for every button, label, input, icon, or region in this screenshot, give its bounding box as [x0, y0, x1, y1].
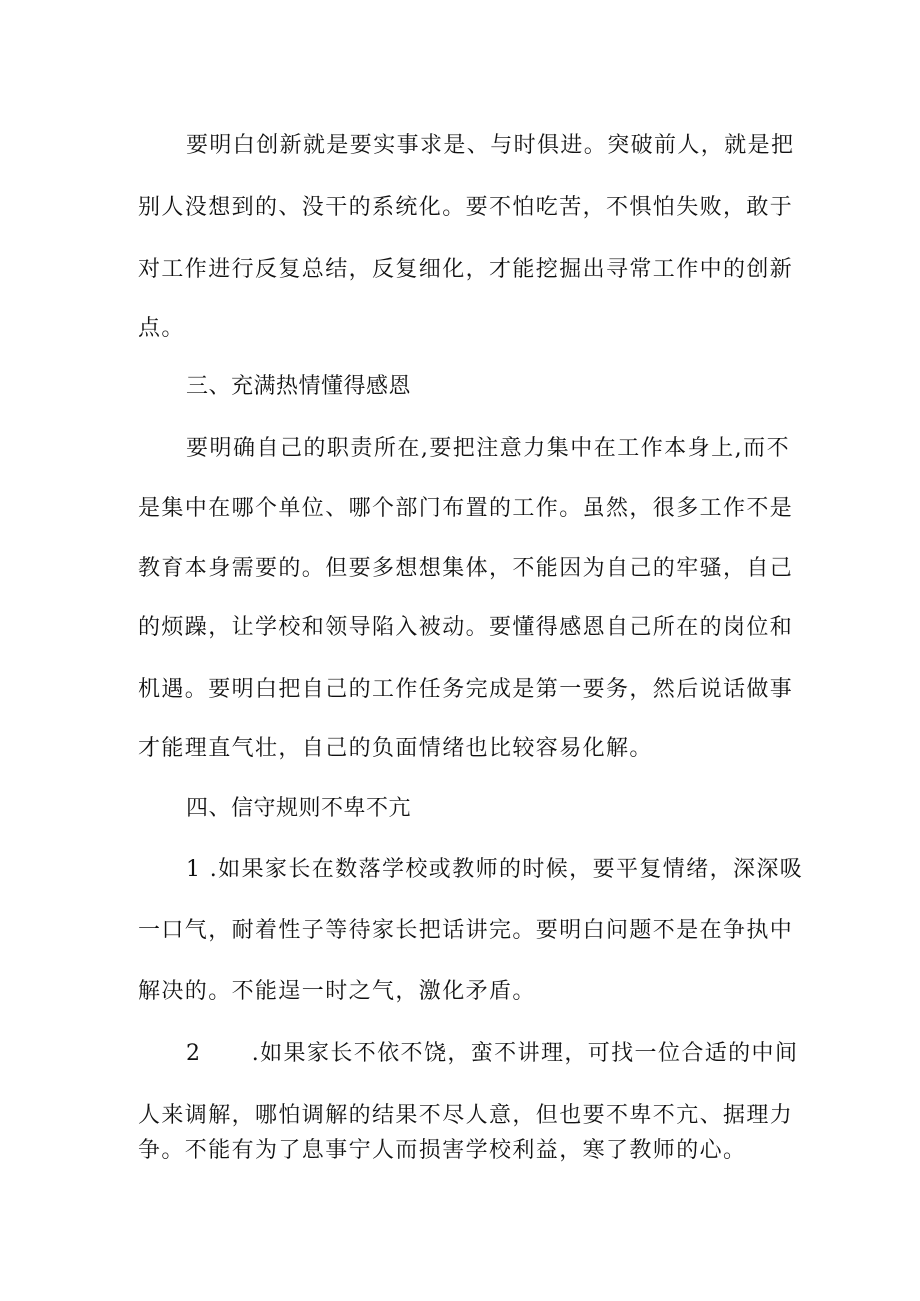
paragraph-line: 人来调解，哪怕调解的结果不尽人意，但也要不卑不亢、据理力 [138, 1103, 794, 1128]
paragraph-line: 点。 [138, 316, 185, 341]
paragraph-line: 要明白创新就是要实事求是、与时俱进。突破前人，就是把 [186, 133, 795, 158]
paragraph-line: 机遇。要明白把自己的工作任务完成是第一要务，然后说话做事 [138, 677, 794, 702]
paragraph-line: 的烦躁，让学校和领导陷入被动。要懂得感恩自己所在的岗位和 [138, 615, 794, 640]
section-heading: 三、充满热情懂得感恩 [186, 374, 412, 399]
paragraph-line: 解决的。不能逞一时之气，激化矛盾。 [138, 979, 536, 1004]
paragraph-line: 教育本身需要的。但要多想想集体，不能因为自己的牢骚，自己 [138, 556, 794, 581]
paragraph-line: 是集中在哪个单位、哪个部门布置的工作。虽然，很多工作不是 [138, 496, 794, 521]
section-heading: 四、信守规则不卑不亢 [186, 796, 412, 821]
paragraph-line: 才能理直气壮，自己的负面情绪也比较容易化解。 [138, 736, 653, 761]
paragraph-line: 2 .如果家长不依不饶，蛮不讲理，可找一位合适的中间 [186, 1041, 799, 1066]
paragraph-line: 1 .如果家长在数落学校或教师的时候，要平复情绪，深深吸 [186, 857, 804, 882]
paragraph-line: 对工作进行反复总结，反复细化，才能挖掘出寻常工作中的创新 [138, 257, 794, 282]
paragraph-line: 要明确自己的职责所在,要把注意力集中在工作本身上,而不 [186, 436, 790, 461]
paragraph-line: 别人没想到的、没干的系统化。要不怕吃苦，不惧怕失败，敢于 [138, 195, 794, 220]
paragraph-line: 争。不能有为了息事宁人而损害学校利益，寒了教师的心。 [138, 1138, 747, 1163]
paragraph-line: 一口气，耐着性子等待家长把话讲完。要明白问题不是在争执中 [138, 918, 794, 943]
